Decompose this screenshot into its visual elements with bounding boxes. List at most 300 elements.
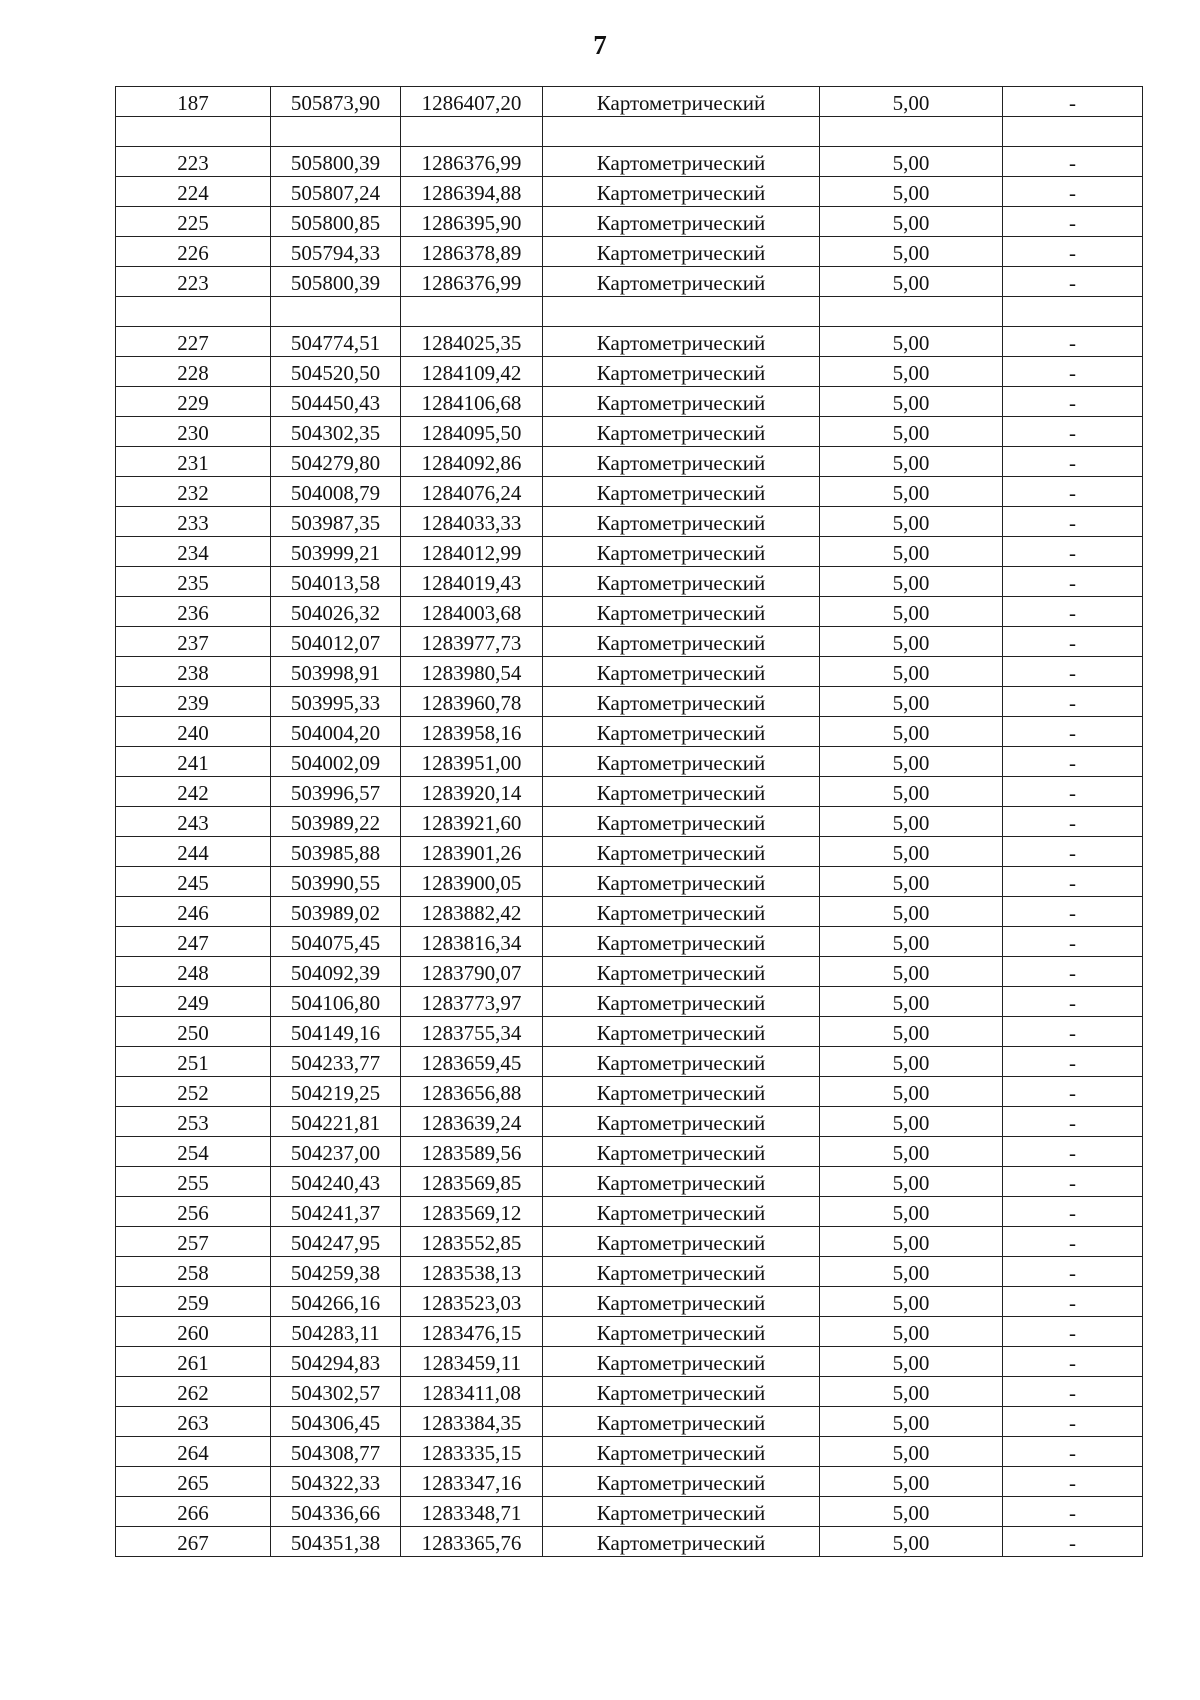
point-number-cell: 260	[116, 1317, 271, 1347]
description-cell: -	[1003, 1467, 1143, 1497]
description-cell: -	[1003, 447, 1143, 477]
description-cell: -	[1003, 837, 1143, 867]
point-number-cell: 223	[116, 147, 271, 177]
method-cell: Картометрический	[543, 807, 820, 837]
method-cell: Картометрический	[543, 717, 820, 747]
description-cell: -	[1003, 417, 1143, 447]
point-number-cell: 227	[116, 327, 271, 357]
point-number-cell	[116, 297, 271, 327]
table-row	[116, 1527, 1143, 1557]
x-coordinate-cell: 504004,20	[271, 717, 401, 747]
description-cell: -	[1003, 1347, 1143, 1377]
x-coordinate-cell: 503998,91	[271, 657, 401, 687]
point-number-cell: 240	[116, 717, 271, 747]
method-cell: Картометрический	[543, 1017, 820, 1047]
y-coordinate-cell: 1283920,14	[401, 777, 543, 807]
x-coordinate-cell: 503989,02	[271, 897, 401, 927]
table-row	[116, 657, 1143, 687]
accuracy-cell: 5,00	[820, 927, 1003, 957]
x-coordinate-cell: 504237,00	[271, 1137, 401, 1167]
accuracy-cell: 5,00	[820, 417, 1003, 447]
accuracy-cell: 5,00	[820, 237, 1003, 267]
table-row	[116, 117, 1143, 147]
x-coordinate-cell: 504221,81	[271, 1107, 401, 1137]
description-cell: -	[1003, 87, 1143, 117]
point-number-cell: 252	[116, 1077, 271, 1107]
description-cell: -	[1003, 867, 1143, 897]
y-coordinate-cell: 1283980,54	[401, 657, 543, 687]
description-cell: -	[1003, 627, 1143, 657]
description-cell: -	[1003, 717, 1143, 747]
table-row	[116, 1317, 1143, 1347]
y-coordinate-cell: 1283882,42	[401, 897, 543, 927]
point-number-cell	[116, 117, 271, 147]
y-coordinate-cell: 1284095,50	[401, 417, 543, 447]
accuracy-cell: 5,00	[820, 387, 1003, 417]
description-cell: -	[1003, 1167, 1143, 1197]
point-number-cell: 245	[116, 867, 271, 897]
table-row	[116, 897, 1143, 927]
description-cell: -	[1003, 747, 1143, 777]
method-cell: Картометрический	[543, 1497, 820, 1527]
x-coordinate-cell: 504013,58	[271, 567, 401, 597]
x-coordinate-cell: 504306,45	[271, 1407, 401, 1437]
y-coordinate-cell: 1283977,73	[401, 627, 543, 657]
description-cell: -	[1003, 807, 1143, 837]
table-row	[116, 1137, 1143, 1167]
table-row	[116, 717, 1143, 747]
method-cell: Картометрический	[543, 447, 820, 477]
description-cell: -	[1003, 957, 1143, 987]
y-coordinate-cell: 1284025,35	[401, 327, 543, 357]
table-row	[116, 267, 1143, 297]
accuracy-cell: 5,00	[820, 147, 1003, 177]
accuracy-cell: 5,00	[820, 87, 1003, 117]
accuracy-cell: 5,00	[820, 537, 1003, 567]
x-coordinate-cell: 504259,38	[271, 1257, 401, 1287]
x-coordinate-cell: 504247,95	[271, 1227, 401, 1257]
description-cell: -	[1003, 567, 1143, 597]
method-cell: Картометрический	[543, 777, 820, 807]
method-cell: Картометрический	[543, 387, 820, 417]
description-cell: -	[1003, 1497, 1143, 1527]
x-coordinate-cell: 504266,16	[271, 1287, 401, 1317]
point-number-cell: 242	[116, 777, 271, 807]
description-cell: -	[1003, 177, 1143, 207]
y-coordinate-cell: 1286378,89	[401, 237, 543, 267]
point-number-cell: 262	[116, 1377, 271, 1407]
method-cell: Картометрический	[543, 1107, 820, 1137]
point-number-cell: 261	[116, 1347, 271, 1377]
accuracy-cell: 5,00	[820, 747, 1003, 777]
point-number-cell: 246	[116, 897, 271, 927]
y-coordinate-cell: 1284092,86	[401, 447, 543, 477]
point-number-cell: 243	[116, 807, 271, 837]
accuracy-cell: 5,00	[820, 1197, 1003, 1227]
description-cell	[1003, 117, 1143, 147]
table-row	[116, 177, 1143, 207]
table-row	[116, 1437, 1143, 1467]
accuracy-cell: 5,00	[820, 1497, 1003, 1527]
table-row	[116, 1197, 1143, 1227]
y-coordinate-cell: 1283552,85	[401, 1227, 543, 1257]
point-number-cell: 255	[116, 1167, 271, 1197]
accuracy-cell	[820, 297, 1003, 327]
y-coordinate-cell: 1283538,13	[401, 1257, 543, 1287]
description-cell: -	[1003, 687, 1143, 717]
method-cell: Картометрический	[543, 1077, 820, 1107]
description-cell: -	[1003, 387, 1143, 417]
description-cell: -	[1003, 477, 1143, 507]
y-coordinate-cell: 1283411,08	[401, 1377, 543, 1407]
y-coordinate-cell: 1283639,24	[401, 1107, 543, 1137]
point-number-cell: 254	[116, 1137, 271, 1167]
point-number-cell: 259	[116, 1287, 271, 1317]
x-coordinate-cell: 503989,22	[271, 807, 401, 837]
method-cell: Картометрический	[543, 1437, 820, 1467]
point-number-cell: 257	[116, 1227, 271, 1257]
method-cell	[543, 297, 820, 327]
method-cell: Картометрический	[543, 867, 820, 897]
x-coordinate-cell: 504351,38	[271, 1527, 401, 1557]
accuracy-cell: 5,00	[820, 1317, 1003, 1347]
y-coordinate-cell	[401, 117, 543, 147]
accuracy-cell: 5,00	[820, 1407, 1003, 1437]
table-row	[116, 1347, 1143, 1377]
description-cell: -	[1003, 357, 1143, 387]
page-number: 7	[593, 30, 607, 60]
table-row	[116, 537, 1143, 567]
table-row	[116, 1497, 1143, 1527]
table-row	[116, 1377, 1143, 1407]
x-coordinate-cell: 503987,35	[271, 507, 401, 537]
method-cell: Картометрический	[543, 267, 820, 297]
description-cell: -	[1003, 1077, 1143, 1107]
point-number-cell: 224	[116, 177, 271, 207]
description-cell: -	[1003, 1407, 1143, 1437]
accuracy-cell: 5,00	[820, 1287, 1003, 1317]
x-coordinate-cell: 505807,24	[271, 177, 401, 207]
method-cell: Картометрический	[543, 87, 820, 117]
x-coordinate-cell: 505800,39	[271, 147, 401, 177]
y-coordinate-cell: 1283589,56	[401, 1137, 543, 1167]
point-number-cell: 187	[116, 87, 271, 117]
table-row	[116, 807, 1143, 837]
table-row	[116, 1017, 1143, 1047]
x-coordinate-cell: 505800,85	[271, 207, 401, 237]
point-number-cell: 244	[116, 837, 271, 867]
method-cell: Картометрический	[543, 747, 820, 777]
x-coordinate-cell: 504149,16	[271, 1017, 401, 1047]
x-coordinate-cell: 504336,66	[271, 1497, 401, 1527]
description-cell: -	[1003, 1257, 1143, 1287]
y-coordinate-cell: 1283951,00	[401, 747, 543, 777]
point-number-cell: 249	[116, 987, 271, 1017]
accuracy-cell: 5,00	[820, 447, 1003, 477]
x-coordinate-cell: 504092,39	[271, 957, 401, 987]
accuracy-cell: 5,00	[820, 597, 1003, 627]
description-cell: -	[1003, 537, 1143, 567]
point-number-cell: 264	[116, 1437, 271, 1467]
point-number-cell: 229	[116, 387, 271, 417]
table-row	[116, 477, 1143, 507]
accuracy-cell: 5,00	[820, 267, 1003, 297]
method-cell: Картометрический	[543, 417, 820, 447]
description-cell: -	[1003, 147, 1143, 177]
x-coordinate-cell: 504283,11	[271, 1317, 401, 1347]
method-cell: Картометрический	[543, 597, 820, 627]
table-row	[116, 1467, 1143, 1497]
description-cell: -	[1003, 1047, 1143, 1077]
accuracy-cell: 5,00	[820, 1137, 1003, 1167]
method-cell: Картометрический	[543, 237, 820, 267]
method-cell: Картометрический	[543, 1407, 820, 1437]
y-coordinate-cell: 1283921,60	[401, 807, 543, 837]
x-coordinate-cell: 505873,90	[271, 87, 401, 117]
accuracy-cell: 5,00	[820, 807, 1003, 837]
table-row	[116, 87, 1143, 117]
table-row	[116, 147, 1143, 177]
table-row	[116, 1407, 1143, 1437]
y-coordinate-cell: 1283523,03	[401, 1287, 543, 1317]
y-coordinate-cell: 1283958,16	[401, 717, 543, 747]
point-number-cell: 263	[116, 1407, 271, 1437]
point-number-cell: 234	[116, 537, 271, 567]
point-number-cell: 236	[116, 597, 271, 627]
table-row	[116, 627, 1143, 657]
y-coordinate-cell: 1283476,15	[401, 1317, 543, 1347]
y-coordinate-cell: 1283569,85	[401, 1167, 543, 1197]
method-cell: Картометрический	[543, 897, 820, 927]
x-coordinate-cell	[271, 117, 401, 147]
x-coordinate-cell: 504026,32	[271, 597, 401, 627]
method-cell: Картометрический	[543, 567, 820, 597]
point-number-cell: 248	[116, 957, 271, 987]
table-row	[116, 327, 1143, 357]
description-cell: -	[1003, 1287, 1143, 1317]
accuracy-cell: 5,00	[820, 477, 1003, 507]
table-row	[116, 417, 1143, 447]
table-row	[116, 1107, 1143, 1137]
method-cell: Картометрический	[543, 627, 820, 657]
table-row	[116, 1167, 1143, 1197]
table-row	[116, 207, 1143, 237]
x-coordinate-cell: 504520,50	[271, 357, 401, 387]
y-coordinate-cell: 1283459,11	[401, 1347, 543, 1377]
accuracy-cell: 5,00	[820, 657, 1003, 687]
y-coordinate-cell: 1283659,45	[401, 1047, 543, 1077]
x-coordinate-cell: 504106,80	[271, 987, 401, 1017]
y-coordinate-cell: 1284076,24	[401, 477, 543, 507]
accuracy-cell: 5,00	[820, 177, 1003, 207]
description-cell: -	[1003, 1137, 1143, 1167]
description-cell: -	[1003, 1017, 1143, 1047]
y-coordinate-cell: 1283569,12	[401, 1197, 543, 1227]
point-number-cell: 232	[116, 477, 271, 507]
method-cell: Картометрический	[543, 1527, 820, 1557]
method-cell: Картометрический	[543, 1197, 820, 1227]
point-number-cell: 231	[116, 447, 271, 477]
table-row	[116, 927, 1143, 957]
method-cell: Картометрический	[543, 477, 820, 507]
accuracy-cell: 5,00	[820, 1227, 1003, 1257]
table-row	[116, 687, 1143, 717]
description-cell: -	[1003, 597, 1143, 627]
x-coordinate-cell: 504294,83	[271, 1347, 401, 1377]
table-row	[116, 507, 1143, 537]
description-cell: -	[1003, 927, 1143, 957]
y-coordinate-cell: 1283335,15	[401, 1437, 543, 1467]
y-coordinate-cell: 1284109,42	[401, 357, 543, 387]
x-coordinate-cell: 503990,55	[271, 867, 401, 897]
description-cell: -	[1003, 237, 1143, 267]
y-coordinate-cell: 1283816,34	[401, 927, 543, 957]
y-coordinate-cell: 1283656,88	[401, 1077, 543, 1107]
coordinates-table-body	[116, 87, 1143, 1557]
method-cell: Картометрический	[543, 207, 820, 237]
table-row	[116, 987, 1143, 1017]
x-coordinate-cell: 504279,80	[271, 447, 401, 477]
y-coordinate-cell: 1283365,76	[401, 1527, 543, 1557]
table-row	[116, 387, 1143, 417]
point-number-cell: 235	[116, 567, 271, 597]
accuracy-cell: 5,00	[820, 1467, 1003, 1497]
x-coordinate-cell: 504241,37	[271, 1197, 401, 1227]
description-cell: -	[1003, 1197, 1143, 1227]
x-coordinate-cell: 505794,33	[271, 237, 401, 267]
x-coordinate-cell: 504233,77	[271, 1047, 401, 1077]
y-coordinate-cell: 1286395,90	[401, 207, 543, 237]
description-cell: -	[1003, 987, 1143, 1017]
description-cell: -	[1003, 1107, 1143, 1137]
point-number-cell: 237	[116, 627, 271, 657]
x-coordinate-cell: 504308,77	[271, 1437, 401, 1467]
x-coordinate-cell: 504219,25	[271, 1077, 401, 1107]
table-row	[116, 597, 1143, 627]
table-row	[116, 837, 1143, 867]
table-row	[116, 867, 1143, 897]
x-coordinate-cell: 504240,43	[271, 1167, 401, 1197]
method-cell: Картометрический	[543, 1227, 820, 1257]
method-cell: Картометрический	[543, 837, 820, 867]
accuracy-cell: 5,00	[820, 687, 1003, 717]
description-cell: -	[1003, 1527, 1143, 1557]
table-row	[116, 297, 1143, 327]
table-row	[116, 1077, 1143, 1107]
accuracy-cell: 5,00	[820, 1437, 1003, 1467]
accuracy-cell: 5,00	[820, 1257, 1003, 1287]
point-number-cell: 233	[116, 507, 271, 537]
description-cell: -	[1003, 777, 1143, 807]
y-coordinate-cell: 1286376,99	[401, 147, 543, 177]
x-coordinate-cell: 504008,79	[271, 477, 401, 507]
table-row	[116, 1287, 1143, 1317]
x-coordinate-cell: 504012,07	[271, 627, 401, 657]
table-row	[116, 957, 1143, 987]
point-number-cell: 250	[116, 1017, 271, 1047]
description-cell: -	[1003, 1377, 1143, 1407]
accuracy-cell: 5,00	[820, 897, 1003, 927]
point-number-cell: 266	[116, 1497, 271, 1527]
accuracy-cell: 5,00	[820, 957, 1003, 987]
description-cell: -	[1003, 267, 1143, 297]
y-coordinate-cell	[401, 297, 543, 327]
accuracy-cell: 5,00	[820, 777, 1003, 807]
y-coordinate-cell: 1286376,99	[401, 267, 543, 297]
method-cell: Картометрический	[543, 687, 820, 717]
x-coordinate-cell: 504450,43	[271, 387, 401, 417]
accuracy-cell: 5,00	[820, 717, 1003, 747]
y-coordinate-cell: 1283384,35	[401, 1407, 543, 1437]
method-cell: Картометрический	[543, 1257, 820, 1287]
point-number-cell: 230	[116, 417, 271, 447]
point-number-cell: 223	[116, 267, 271, 297]
accuracy-cell: 5,00	[820, 837, 1003, 867]
accuracy-cell: 5,00	[820, 987, 1003, 1017]
accuracy-cell: 5,00	[820, 207, 1003, 237]
y-coordinate-cell: 1283900,05	[401, 867, 543, 897]
y-coordinate-cell: 1283773,97	[401, 987, 543, 1017]
y-coordinate-cell: 1284033,33	[401, 507, 543, 537]
y-coordinate-cell: 1284019,43	[401, 567, 543, 597]
point-number-cell: 256	[116, 1197, 271, 1227]
x-coordinate-cell: 504002,09	[271, 747, 401, 777]
method-cell: Картометрический	[543, 1287, 820, 1317]
accuracy-cell: 5,00	[820, 327, 1003, 357]
accuracy-cell: 5,00	[820, 1347, 1003, 1377]
description-cell: -	[1003, 657, 1143, 687]
table-row	[116, 237, 1143, 267]
point-number-cell: 265	[116, 1467, 271, 1497]
method-cell: Картометрический	[543, 657, 820, 687]
point-number-cell: 258	[116, 1257, 271, 1287]
description-cell: -	[1003, 507, 1143, 537]
method-cell: Картометрический	[543, 147, 820, 177]
accuracy-cell: 5,00	[820, 507, 1003, 537]
method-cell: Картометрический	[543, 1047, 820, 1077]
table-row	[116, 1257, 1143, 1287]
table-row	[116, 357, 1143, 387]
point-number-cell: 267	[116, 1527, 271, 1557]
y-coordinate-cell: 1283960,78	[401, 687, 543, 717]
x-coordinate-cell: 504774,51	[271, 327, 401, 357]
accuracy-cell: 5,00	[820, 567, 1003, 597]
x-coordinate-cell: 504302,57	[271, 1377, 401, 1407]
method-cell: Картометрический	[543, 1167, 820, 1197]
description-cell: -	[1003, 207, 1143, 237]
accuracy-cell: 5,00	[820, 1047, 1003, 1077]
method-cell: Картометрический	[543, 957, 820, 987]
method-cell: Картометрический	[543, 537, 820, 567]
point-number-cell: 228	[116, 357, 271, 387]
y-coordinate-cell: 1283347,16	[401, 1467, 543, 1497]
accuracy-cell: 5,00	[820, 1167, 1003, 1197]
x-coordinate-cell: 504075,45	[271, 927, 401, 957]
y-coordinate-cell: 1284003,68	[401, 597, 543, 627]
x-coordinate-cell: 505800,39	[271, 267, 401, 297]
y-coordinate-cell: 1283348,71	[401, 1497, 543, 1527]
x-coordinate-cell	[271, 297, 401, 327]
method-cell: Картометрический	[543, 1137, 820, 1167]
y-coordinate-cell: 1283901,26	[401, 837, 543, 867]
y-coordinate-cell: 1286394,88	[401, 177, 543, 207]
method-cell: Картометрический	[543, 927, 820, 957]
method-cell: Картометрический	[543, 987, 820, 1017]
table-row	[116, 567, 1143, 597]
method-cell: Картометрический	[543, 1347, 820, 1377]
x-coordinate-cell: 504302,35	[271, 417, 401, 447]
point-number-cell: 251	[116, 1047, 271, 1077]
